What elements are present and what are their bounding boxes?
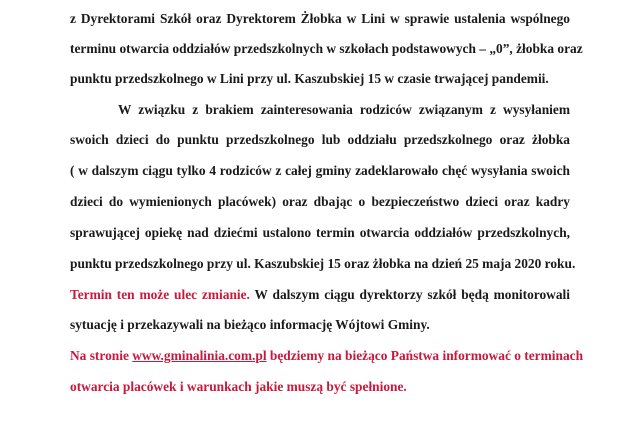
paragraph2-line2: swoich dzieci do punktu przedszkolnego lub oddziału przedszkolnego oraz żłobka xyxy=(70,132,570,147)
paragraph1-line2: terminu otwarcia oddziałów przedszkolnych w szkołach podstawowych – „0”, żłobka oraz xyxy=(70,41,583,56)
change-notice: Termin ten może ulec zmianie. xyxy=(70,287,250,302)
paragraph4-prefix: Na stronie xyxy=(70,348,133,363)
paragraph3-line2: sytuację i przekazywali na bieżąco informację Wójtowi Gminy. xyxy=(70,317,430,332)
paragraph2-line4: dzieci do wymienionych placówek) oraz dbając o bezpieczeństwo dzieci oraz kadry xyxy=(70,194,570,209)
paragraph4-line1 xyxy=(70,346,584,366)
paragraph3-line1-rest: W dalszym ciągu dyrektorzy szkół będą monitorowali xyxy=(249,287,570,302)
paragraph3-line1 xyxy=(70,285,570,305)
paragraph2-line5: sprawującej opiekę nad dziećmi ustalono termin otwarcia oddziałów przedszkolnych, xyxy=(70,225,570,240)
paragraph2-line6: punktu przedszkolnego przy ul. Kaszubskiej 15 oraz żłobka na dzień 25 maja 2020 roku. xyxy=(70,256,576,271)
paragraph2-line3: ( w dalszym ciągu tylko 4 rodziców z całej gminy zadeklarowało chęć wysyłania swoich xyxy=(70,163,570,178)
paragraph4-line1-rest: będziemy na bieżąco Państwa informować o terminach xyxy=(266,348,584,363)
website-link[interactable]: www.gminalinia.com.pl xyxy=(132,348,267,363)
paragraph1-line3: punktu przedszkolnego w Lini przy ul. Kaszubskiej 15 w czasie trwającej pandemii. xyxy=(70,71,549,86)
paragraph2-line1: W związku z brakiem zainteresowania rodziców związanym z wysyłaniem xyxy=(118,102,570,117)
paragraph1-line1: z Dyrektorami Szkół oraz Dyrektorem Żłobka w Lini w sprawie ustalenia wspólnego xyxy=(70,11,570,26)
paragraph4-line2: otwarcia placówek i warunkach jakie muszą być spełnione. xyxy=(70,379,407,394)
